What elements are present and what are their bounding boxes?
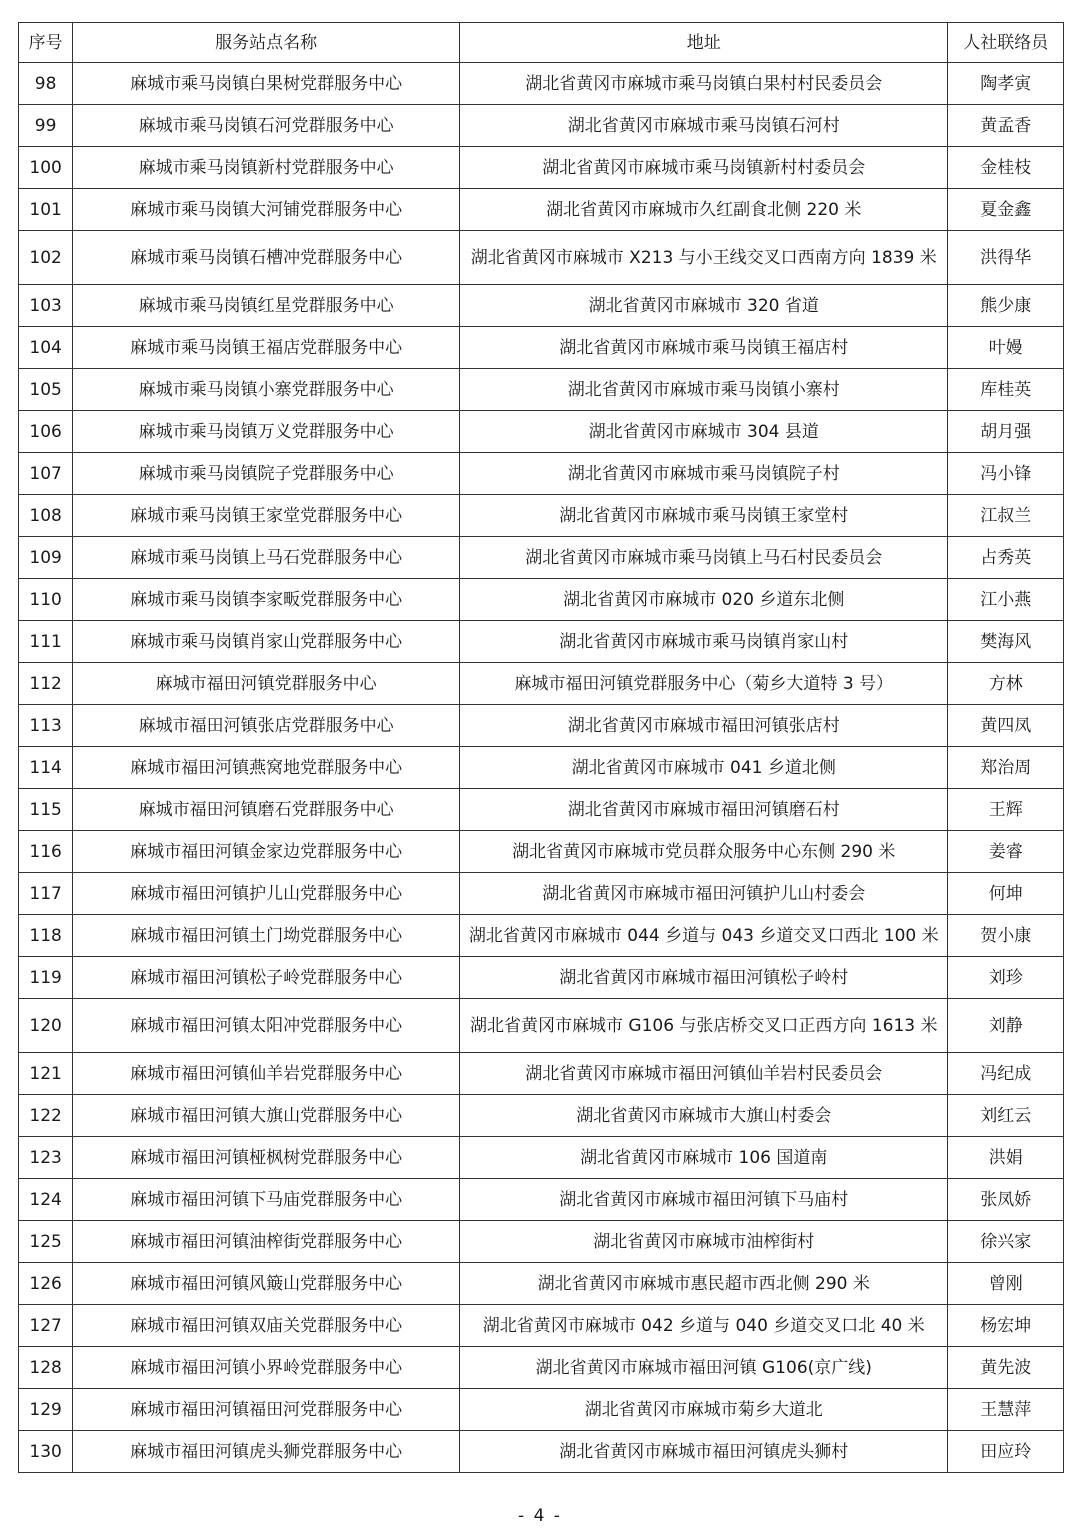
cell-station-name: 麻城市福田河镇风簸山党群服务中心 bbox=[73, 1263, 460, 1305]
table-row bbox=[19, 285, 1064, 327]
cell-address: 湖北省黄冈市麻城市乘马岗镇上马石村民委员会 bbox=[460, 537, 948, 579]
cell-contact: 贺小康 bbox=[948, 915, 1064, 957]
cell-address: 湖北省黄冈市麻城市惠民超市西北侧 290 米 bbox=[460, 1263, 948, 1305]
cell-contact: 方林 bbox=[948, 663, 1064, 705]
table-row bbox=[19, 147, 1064, 189]
cell-address: 湖北省黄冈市麻城市福田河镇张店村 bbox=[460, 705, 948, 747]
table-row bbox=[19, 1137, 1064, 1179]
cell-address: 湖北省黄冈市麻城市福田河镇下马庙村 bbox=[460, 1179, 948, 1221]
cell-contact: 刘红云 bbox=[948, 1095, 1064, 1137]
cell-address: 湖北省黄冈市麻城市福田河镇虎头狮村 bbox=[460, 1431, 948, 1473]
table-row bbox=[19, 1347, 1064, 1389]
table-row bbox=[19, 63, 1064, 105]
cell-contact: 江叔兰 bbox=[948, 495, 1064, 537]
cell-no: 125 bbox=[19, 1221, 73, 1263]
cell-address: 湖北省黄冈市麻城市乘马岗镇新村村委员会 bbox=[460, 147, 948, 189]
cell-no: 100 bbox=[19, 147, 73, 189]
cell-address: 湖北省黄冈市麻城市 042 乡道与 040 乡道交叉口北 40 米 bbox=[460, 1305, 948, 1347]
cell-contact: 曾刚 bbox=[948, 1263, 1064, 1305]
page-number: - 4 - bbox=[518, 1506, 562, 1526]
cell-station-name: 麻城市福田河镇松子岭党群服务中心 bbox=[73, 957, 460, 999]
table-row bbox=[19, 1263, 1064, 1305]
cell-address: 湖北省黄冈市麻城市福田河镇松子岭村 bbox=[460, 957, 948, 999]
cell-contact: 金桂枝 bbox=[948, 147, 1064, 189]
table-row bbox=[19, 873, 1064, 915]
table-body bbox=[19, 63, 1064, 1473]
table-row bbox=[19, 327, 1064, 369]
cell-contact: 刘静 bbox=[948, 999, 1064, 1053]
cell-no: 113 bbox=[19, 705, 73, 747]
table-row bbox=[19, 537, 1064, 579]
cell-station-name: 麻城市福田河镇桠枫树党群服务中心 bbox=[73, 1137, 460, 1179]
table-row bbox=[19, 831, 1064, 873]
cell-contact: 樊海风 bbox=[948, 621, 1064, 663]
cell-no: 130 bbox=[19, 1431, 73, 1473]
table-row bbox=[19, 369, 1064, 411]
cell-contact: 黄先波 bbox=[948, 1347, 1064, 1389]
cell-station-name: 麻城市福田河镇油榨街党群服务中心 bbox=[73, 1221, 460, 1263]
cell-address: 湖北省黄冈市麻城市乘马岗镇白果村村民委员会 bbox=[460, 63, 948, 105]
cell-address: 湖北省黄冈市麻城市 106 国道南 bbox=[460, 1137, 948, 1179]
cell-station-name: 麻城市福田河镇党群服务中心 bbox=[73, 663, 460, 705]
cell-contact: 冯小锋 bbox=[948, 453, 1064, 495]
cell-no: 122 bbox=[19, 1095, 73, 1137]
cell-contact: 洪得华 bbox=[948, 231, 1064, 285]
cell-no: 105 bbox=[19, 369, 73, 411]
cell-no: 106 bbox=[19, 411, 73, 453]
cell-address: 湖北省黄冈市麻城市福田河镇磨石村 bbox=[460, 789, 948, 831]
cell-no: 127 bbox=[19, 1305, 73, 1347]
cell-station-name: 麻城市福田河镇土门坳党群服务中心 bbox=[73, 915, 460, 957]
cell-no: 118 bbox=[19, 915, 73, 957]
cell-station-name: 麻城市福田河镇护儿山党群服务中心 bbox=[73, 873, 460, 915]
cell-contact: 王慧萍 bbox=[948, 1389, 1064, 1431]
cell-address: 湖北省黄冈市麻城市福田河镇仙羊岩村民委员会 bbox=[460, 1053, 948, 1095]
cell-no: 107 bbox=[19, 453, 73, 495]
table-row bbox=[19, 579, 1064, 621]
table-row bbox=[19, 663, 1064, 705]
cell-station-name: 麻城市乘马岗镇小寨党群服务中心 bbox=[73, 369, 460, 411]
cell-station-name: 麻城市乘马岗镇石河党群服务中心 bbox=[73, 105, 460, 147]
cell-address: 湖北省黄冈市麻城市乘马岗镇小寨村 bbox=[460, 369, 948, 411]
cell-no: 110 bbox=[19, 579, 73, 621]
cell-station-name: 麻城市乘马岗镇王福店党群服务中心 bbox=[73, 327, 460, 369]
cell-address: 湖北省黄冈市麻城市 G106 与张店桥交叉口正西方向 1613 米 bbox=[460, 999, 948, 1053]
cell-contact: 江小燕 bbox=[948, 579, 1064, 621]
cell-station-name: 麻城市乘马岗镇大河铺党群服务中心 bbox=[73, 189, 460, 231]
header-address: 地址 bbox=[460, 23, 948, 63]
cell-contact: 库桂英 bbox=[948, 369, 1064, 411]
cell-contact: 陶孝寅 bbox=[948, 63, 1064, 105]
cell-station-name: 麻城市乘马岗镇王家堂党群服务中心 bbox=[73, 495, 460, 537]
cell-address: 湖北省黄冈市麻城市 041 乡道北侧 bbox=[460, 747, 948, 789]
cell-contact: 王辉 bbox=[948, 789, 1064, 831]
cell-no: 108 bbox=[19, 495, 73, 537]
cell-station-name: 麻城市乘马岗镇李家畈党群服务中心 bbox=[73, 579, 460, 621]
cell-contact: 洪娟 bbox=[948, 1137, 1064, 1179]
table-row bbox=[19, 747, 1064, 789]
cell-station-name: 麻城市乘马岗镇白果树党群服务中心 bbox=[73, 63, 460, 105]
cell-address: 湖北省黄冈市麻城市乘马岗镇王福店村 bbox=[460, 327, 948, 369]
cell-station-name: 麻城市乘马岗镇新村党群服务中心 bbox=[73, 147, 460, 189]
table-row bbox=[19, 105, 1064, 147]
table-row bbox=[19, 915, 1064, 957]
table-row bbox=[19, 453, 1064, 495]
header-no: 序号 bbox=[19, 23, 73, 63]
cell-station-name: 麻城市福田河镇磨石党群服务中心 bbox=[73, 789, 460, 831]
table-row bbox=[19, 1431, 1064, 1473]
service-station-table bbox=[18, 22, 1064, 1473]
cell-address: 湖北省黄冈市麻城市 044 乡道与 043 乡道交叉口西北 100 米 bbox=[460, 915, 948, 957]
cell-contact: 郑治周 bbox=[948, 747, 1064, 789]
table-row bbox=[19, 495, 1064, 537]
cell-station-name: 麻城市乘马岗镇院子党群服务中心 bbox=[73, 453, 460, 495]
cell-address: 湖北省黄冈市麻城市党员群众服务中心东侧 290 米 bbox=[460, 831, 948, 873]
cell-address: 湖北省黄冈市麻城市 320 省道 bbox=[460, 285, 948, 327]
cell-contact: 黄四凤 bbox=[948, 705, 1064, 747]
cell-no: 99 bbox=[19, 105, 73, 147]
cell-address: 湖北省黄冈市麻城市乘马岗镇石河村 bbox=[460, 105, 948, 147]
cell-station-name: 麻城市福田河镇大旗山党群服务中心 bbox=[73, 1095, 460, 1137]
cell-contact: 张凤娇 bbox=[948, 1179, 1064, 1221]
cell-contact: 黄孟香 bbox=[948, 105, 1064, 147]
cell-no: 101 bbox=[19, 189, 73, 231]
cell-no: 98 bbox=[19, 63, 73, 105]
cell-address: 湖北省黄冈市麻城市乘马岗镇院子村 bbox=[460, 453, 948, 495]
cell-contact: 杨宏坤 bbox=[948, 1305, 1064, 1347]
cell-address: 麻城市福田河镇党群服务中心（菊乡大道特 3 号） bbox=[460, 663, 948, 705]
cell-contact: 刘珍 bbox=[948, 957, 1064, 999]
cell-no: 115 bbox=[19, 789, 73, 831]
cell-contact: 熊少康 bbox=[948, 285, 1064, 327]
cell-no: 103 bbox=[19, 285, 73, 327]
table-row bbox=[19, 1305, 1064, 1347]
cell-no: 117 bbox=[19, 873, 73, 915]
cell-station-name: 麻城市乘马岗镇肖家山党群服务中心 bbox=[73, 621, 460, 663]
table-row bbox=[19, 1053, 1064, 1095]
cell-address: 湖北省黄冈市麻城市乘马岗镇肖家山村 bbox=[460, 621, 948, 663]
cell-station-name: 麻城市福田河镇下马庙党群服务中心 bbox=[73, 1179, 460, 1221]
cell-no: 109 bbox=[19, 537, 73, 579]
cell-no: 129 bbox=[19, 1389, 73, 1431]
cell-station-name: 麻城市乘马岗镇石槽冲党群服务中心 bbox=[73, 231, 460, 285]
cell-address: 湖北省黄冈市麻城市福田河镇 G106(京广线) bbox=[460, 1347, 948, 1389]
cell-station-name: 麻城市福田河镇虎头狮党群服务中心 bbox=[73, 1431, 460, 1473]
cell-station-name: 麻城市福田河镇双庙关党群服务中心 bbox=[73, 1305, 460, 1347]
cell-station-name: 麻城市福田河镇燕窝地党群服务中心 bbox=[73, 747, 460, 789]
cell-station-name: 麻城市福田河镇太阳冲党群服务中心 bbox=[73, 999, 460, 1053]
cell-contact: 姜睿 bbox=[948, 831, 1064, 873]
cell-station-name: 麻城市福田河镇仙羊岩党群服务中心 bbox=[73, 1053, 460, 1095]
cell-no: 104 bbox=[19, 327, 73, 369]
table-row bbox=[19, 1179, 1064, 1221]
table-row bbox=[19, 189, 1064, 231]
cell-address: 湖北省黄冈市麻城市福田河镇护儿山村委会 bbox=[460, 873, 948, 915]
table-row bbox=[19, 231, 1064, 285]
cell-no: 124 bbox=[19, 1179, 73, 1221]
table-row bbox=[19, 411, 1064, 453]
table-row bbox=[19, 957, 1064, 999]
cell-address: 湖北省黄冈市麻城市大旗山村委会 bbox=[460, 1095, 948, 1137]
cell-contact: 冯纪成 bbox=[948, 1053, 1064, 1095]
cell-no: 112 bbox=[19, 663, 73, 705]
table-row bbox=[19, 1221, 1064, 1263]
cell-no: 119 bbox=[19, 957, 73, 999]
table-row bbox=[19, 705, 1064, 747]
header-station-name: 服务站点名称 bbox=[73, 23, 460, 63]
cell-no: 116 bbox=[19, 831, 73, 873]
table-row bbox=[19, 1095, 1064, 1137]
table-header-row bbox=[19, 23, 1064, 63]
cell-contact: 田应玲 bbox=[948, 1431, 1064, 1473]
cell-no: 128 bbox=[19, 1347, 73, 1389]
cell-station-name: 麻城市福田河镇小界岭党群服务中心 bbox=[73, 1347, 460, 1389]
cell-contact: 叶嫚 bbox=[948, 327, 1064, 369]
cell-contact: 何坤 bbox=[948, 873, 1064, 915]
header-contact: 人社联络员 bbox=[948, 23, 1064, 63]
cell-no: 114 bbox=[19, 747, 73, 789]
cell-no: 120 bbox=[19, 999, 73, 1053]
cell-no: 123 bbox=[19, 1137, 73, 1179]
cell-no: 111 bbox=[19, 621, 73, 663]
table-row bbox=[19, 621, 1064, 663]
cell-contact: 徐兴家 bbox=[948, 1221, 1064, 1263]
cell-contact: 占秀英 bbox=[948, 537, 1064, 579]
cell-station-name: 麻城市福田河镇金家边党群服务中心 bbox=[73, 831, 460, 873]
cell-address: 湖北省黄冈市麻城市久红副食北侧 220 米 bbox=[460, 189, 948, 231]
cell-address: 湖北省黄冈市麻城市 304 县道 bbox=[460, 411, 948, 453]
table-row bbox=[19, 1389, 1064, 1431]
table-row bbox=[19, 789, 1064, 831]
cell-no: 102 bbox=[19, 231, 73, 285]
cell-station-name: 麻城市福田河镇福田河党群服务中心 bbox=[73, 1389, 460, 1431]
cell-address: 湖北省黄冈市麻城市 020 乡道东北侧 bbox=[460, 579, 948, 621]
cell-station-name: 麻城市乘马岗镇万义党群服务中心 bbox=[73, 411, 460, 453]
cell-address: 湖北省黄冈市麻城市 X213 与小王线交叉口西南方向 1839 米 bbox=[460, 231, 948, 285]
cell-contact: 胡月强 bbox=[948, 411, 1064, 453]
cell-station-name: 麻城市乘马岗镇上马石党群服务中心 bbox=[73, 537, 460, 579]
cell-no: 126 bbox=[19, 1263, 73, 1305]
cell-address: 湖北省黄冈市麻城市油榨街村 bbox=[460, 1221, 948, 1263]
cell-no: 121 bbox=[19, 1053, 73, 1095]
cell-address: 湖北省黄冈市麻城市乘马岗镇王家堂村 bbox=[460, 495, 948, 537]
cell-station-name: 麻城市乘马岗镇红星党群服务中心 bbox=[73, 285, 460, 327]
table-row bbox=[19, 999, 1064, 1053]
cell-station-name: 麻城市福田河镇张店党群服务中心 bbox=[73, 705, 460, 747]
cell-address: 湖北省黄冈市麻城市菊乡大道北 bbox=[460, 1389, 948, 1431]
cell-contact: 夏金鑫 bbox=[948, 189, 1064, 231]
